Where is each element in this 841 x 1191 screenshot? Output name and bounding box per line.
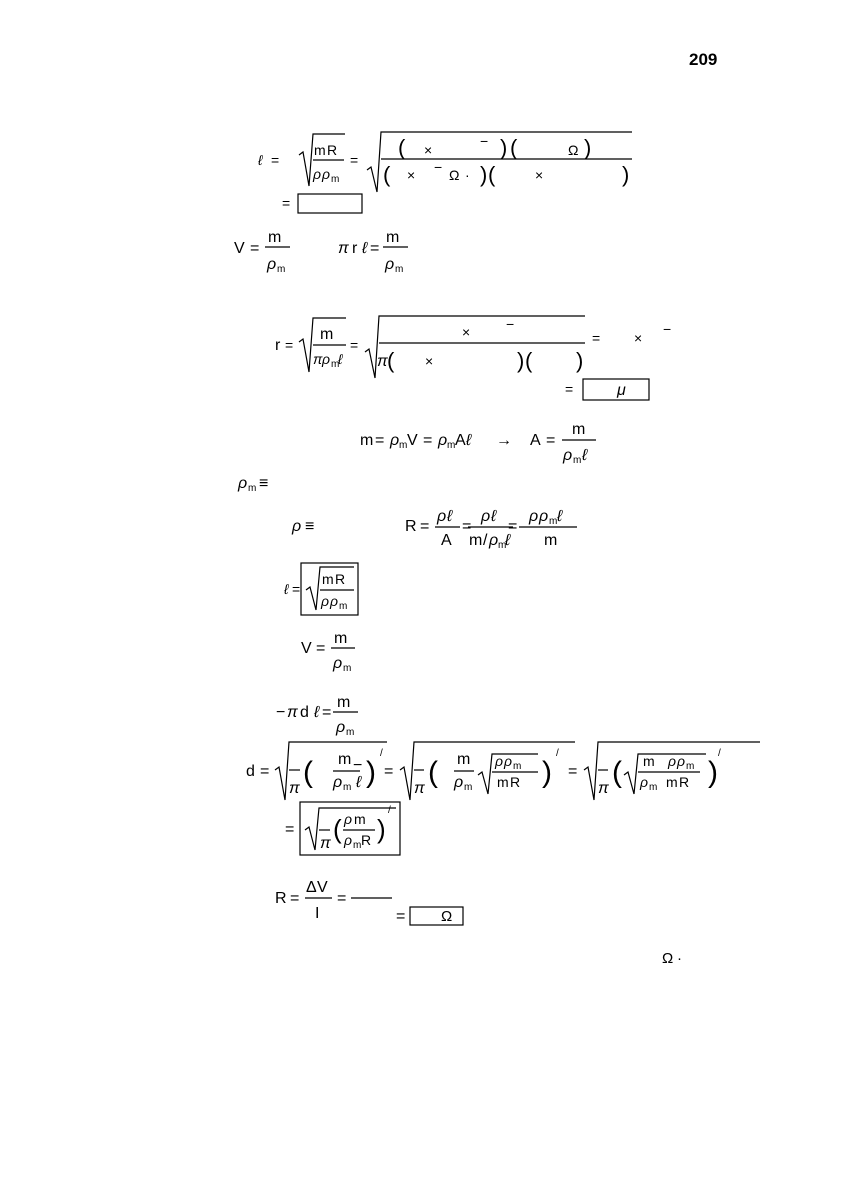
var-V: V	[407, 432, 418, 449]
equals-sign: =	[285, 337, 294, 353]
var-V: V	[234, 240, 245, 257]
var-m: m	[354, 811, 366, 827]
paren-left: (	[303, 756, 313, 789]
rho-symbol: ρ	[333, 774, 343, 791]
rho-symbol: ρ	[344, 811, 353, 827]
var-A: A	[441, 532, 452, 549]
paren-right: )	[377, 814, 386, 844]
dot-operator: ·	[465, 167, 470, 183]
equals-sign: =	[370, 240, 380, 257]
ell-symbol: ℓ	[314, 704, 320, 721]
rho-symbol: ρ	[489, 532, 499, 549]
paren-right: )	[542, 756, 552, 789]
ell-symbol: ℓ	[362, 240, 368, 257]
equals-sign: =	[271, 152, 280, 168]
var-V: V	[317, 879, 328, 896]
rho-symbol: ρ	[267, 256, 277, 273]
rho-symbol: ρ	[385, 256, 395, 273]
ell-symbol: ℓ	[557, 508, 563, 525]
var-I: I	[315, 905, 320, 922]
paren-left: (	[387, 348, 395, 373]
paren-left: (	[525, 348, 533, 373]
pi-symbol: π	[598, 780, 609, 797]
paren-right: )	[576, 348, 584, 373]
rho-symbol: ρ	[390, 432, 400, 449]
equals-sign: =	[282, 195, 291, 211]
subscript-m: m	[343, 663, 352, 674]
subscript-m: m	[277, 264, 286, 275]
times-sign: ×	[535, 167, 544, 183]
subscript-m: m	[399, 440, 408, 451]
equals-sign: =	[462, 518, 472, 535]
equals-sign: =	[568, 763, 578, 780]
var-m: m	[386, 229, 400, 246]
dot-operator: ·	[677, 950, 682, 967]
var-r: r	[352, 240, 358, 257]
minus-sign: −	[276, 704, 286, 721]
rho-symbol: ρ	[668, 753, 677, 769]
rho-symbol: ρ	[563, 447, 573, 464]
ell-symbol: ℓ	[258, 152, 263, 168]
mu-symbol: μ	[617, 382, 626, 399]
rho-symbol: ρ	[495, 753, 504, 769]
var-A: A	[530, 432, 541, 449]
paren-left: (	[333, 814, 342, 844]
rho-symbol: ρ	[333, 655, 343, 672]
paren-right: )	[622, 162, 630, 187]
var-R: R	[510, 774, 521, 790]
equals-sign: =	[396, 908, 406, 925]
minus-sign: −	[353, 757, 363, 774]
rho-symbol: ρ	[454, 774, 464, 791]
var-m: m	[338, 751, 352, 768]
var-R: R	[327, 142, 338, 158]
equals-sign: =	[423, 432, 433, 449]
rho-symbol: ρ	[292, 518, 302, 535]
minus-sign: −	[434, 159, 443, 175]
subscript-m: m	[353, 840, 362, 851]
var-m: m	[457, 751, 471, 768]
slash: /	[483, 532, 488, 549]
identity-sign: ≡	[259, 475, 269, 492]
ohm-symbol: Ω	[662, 950, 674, 967]
var-m: m	[469, 532, 483, 549]
var-R: R	[275, 890, 287, 907]
equals-sign: =	[316, 640, 326, 657]
var-m: m	[572, 421, 586, 438]
paren-left: (	[510, 135, 518, 160]
times-sign: ×	[407, 167, 416, 183]
subscript-m: m	[464, 782, 473, 793]
times-sign: ×	[424, 142, 433, 158]
equals-sign: =	[250, 240, 260, 257]
rho-symbol: ρ	[344, 832, 353, 848]
equals-sign: =	[375, 432, 385, 449]
subscript-m: m	[339, 601, 348, 612]
rho-symbol: ρ	[321, 593, 330, 609]
var-R: R	[679, 774, 690, 790]
delta-symbol: Δ	[306, 879, 317, 896]
times-sign: ×	[634, 330, 643, 346]
subscript-m: m	[498, 540, 507, 551]
var-d: d	[246, 763, 255, 780]
minus-sign: −	[506, 316, 515, 332]
rho-symbol: ρ	[336, 719, 346, 736]
equals-sign: =	[322, 704, 332, 721]
ohm-symbol: Ω	[449, 167, 460, 183]
var-m: m	[314, 142, 326, 158]
equals-sign: =	[350, 337, 359, 353]
slash: /	[718, 748, 721, 759]
paren-left: (	[428, 756, 438, 789]
times-sign: ×	[425, 353, 434, 369]
subscript-m: m	[346, 727, 355, 738]
subscript-m: m	[686, 761, 695, 772]
equals-sign: =	[592, 330, 601, 346]
ell-symbol: ℓ	[338, 351, 343, 367]
subscript-m: m	[447, 440, 456, 451]
rho-symbol: ρ	[238, 475, 248, 492]
pi-symbol: π	[414, 780, 425, 797]
paren-right: )	[366, 756, 376, 789]
pi-symbol: π	[289, 780, 300, 797]
ell-symbol: ℓ	[466, 432, 472, 449]
var-m: m	[337, 694, 351, 711]
equals-sign: =	[260, 763, 270, 780]
subscript-m: m	[248, 483, 257, 494]
var-m: m	[360, 432, 374, 449]
var-V: V	[301, 640, 312, 657]
equals-sign: =	[350, 152, 359, 168]
equals-sign: =	[292, 581, 301, 597]
ell-symbol: ℓ	[491, 508, 497, 525]
rho-symbol: ρ	[640, 774, 649, 790]
rho-symbol: ρ	[313, 166, 322, 182]
rho-symbol: ρ	[437, 508, 447, 525]
rho-symbol: ρ	[529, 508, 539, 525]
equals-sign: =	[384, 763, 394, 780]
minus-sign: −	[480, 133, 489, 149]
rho-symbol: ρ	[481, 508, 491, 525]
var-R: R	[405, 518, 417, 535]
var-m: m	[643, 753, 655, 769]
ell-symbol: ℓ	[284, 581, 289, 597]
subscript-m: m	[395, 264, 404, 275]
rho-symbol: ρ	[677, 753, 686, 769]
var-m: m	[334, 630, 348, 647]
equals-sign: =	[546, 432, 556, 449]
slash: /	[388, 805, 391, 816]
slash: /	[556, 748, 559, 759]
subscript-m: m	[513, 761, 522, 772]
times-sign: ×	[462, 324, 471, 340]
paren-left: (	[488, 162, 496, 187]
subscript-m: m	[549, 516, 558, 527]
equals-sign: =	[290, 890, 300, 907]
var-m: m	[268, 229, 282, 246]
var-d: d	[300, 704, 309, 721]
equals-sign: =	[565, 381, 574, 397]
identity-sign: ≡	[305, 518, 315, 535]
pi-symbol: π	[287, 704, 298, 721]
subscript-m: m	[331, 174, 340, 185]
rho-symbol: ρ	[539, 508, 549, 525]
paren-right: )	[517, 348, 525, 373]
paren-right: )	[480, 162, 488, 187]
ohm-symbol: Ω	[568, 142, 579, 158]
paren-right: )	[584, 135, 592, 160]
var-A: A	[455, 432, 466, 449]
ell-symbol: ℓ	[356, 774, 362, 791]
paren-left: (	[383, 162, 391, 187]
pi-symbol: π	[338, 240, 349, 257]
arrow: →	[496, 432, 512, 449]
equals-sign: =	[508, 518, 518, 535]
subscript-m: m	[573, 455, 582, 466]
var-m: m	[544, 532, 558, 549]
rho-symbol: ρ	[504, 753, 513, 769]
rho-symbol: ρ	[322, 166, 331, 182]
paren-right: )	[708, 756, 718, 789]
var-m: m	[322, 571, 334, 587]
rho-symbol: ρ	[438, 432, 448, 449]
var-r: r	[275, 337, 281, 354]
subscript-m: m	[343, 782, 352, 793]
var-R: R	[361, 832, 372, 848]
minus-sign: −	[663, 321, 672, 337]
ell-symbol: ℓ	[582, 447, 588, 464]
paren-right: )	[500, 135, 508, 160]
rho-symbol: ρ	[330, 593, 339, 609]
ell-symbol: ℓ	[505, 532, 511, 549]
equals-sign: =	[337, 890, 347, 907]
slash: /	[380, 748, 383, 759]
var-R: R	[335, 571, 346, 587]
pi-symbol: π	[377, 353, 388, 370]
ohm-symbol: Ω	[441, 908, 453, 925]
var-m: m	[497, 774, 509, 790]
page-number: 209	[689, 50, 718, 69]
ell-symbol: ℓ	[447, 508, 453, 525]
equals-sign: =	[285, 821, 295, 838]
paren-left: (	[398, 135, 406, 160]
var-m: m	[666, 774, 678, 790]
subscript-m: m	[649, 782, 658, 793]
equals-sign: =	[420, 518, 430, 535]
var-m: m	[320, 326, 334, 343]
pi-symbol: π	[313, 351, 323, 367]
rho-symbol: ρ	[322, 351, 331, 367]
pi-symbol: π	[320, 835, 331, 852]
subscript-m: m	[331, 359, 340, 370]
paren-left: (	[612, 756, 622, 789]
